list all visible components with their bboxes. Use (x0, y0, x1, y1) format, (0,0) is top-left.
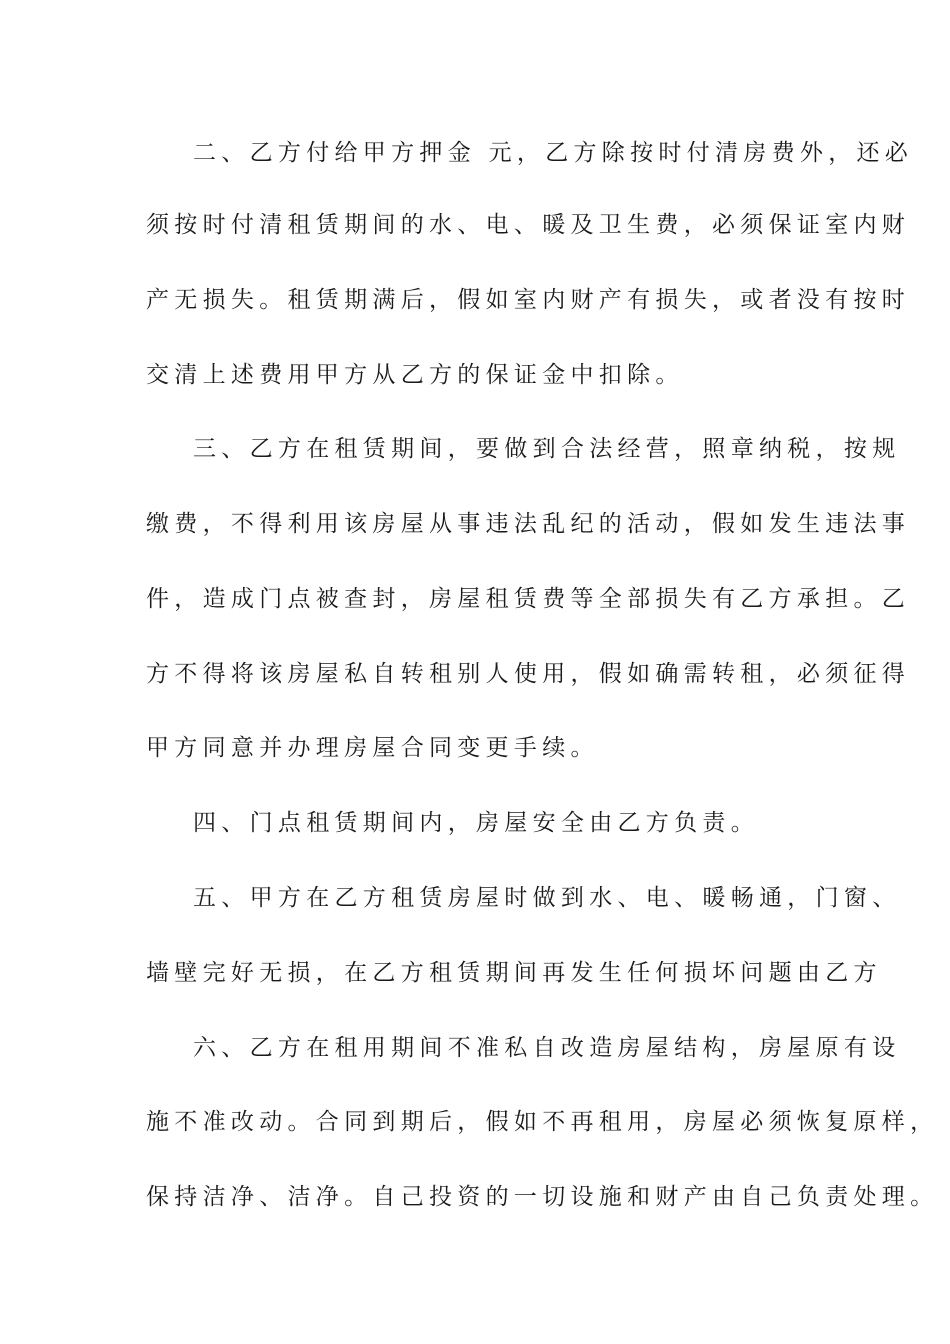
clause-2-line-3: 产无损失。租赁期满后，假如室内财产有损失，或者没有按时 (146, 287, 911, 313)
clause-5-line-2: 墙壁完好无损，在乙方租赁期间再发生任何损坏问题由乙方 (146, 960, 882, 986)
clause-6-line-3: 保持洁净、洁净。自己投资的一切设施和财产由自己负责处理。 (146, 1184, 939, 1210)
clause-3-line-3: 件，造成门点被查封，房屋租赁费等全部损失有乙方承担。乙 (146, 586, 911, 612)
clause-5-line-1: 五、甲方在乙方租赁房屋时做到水、电、暖畅通，门窗、 (193, 885, 901, 911)
clause-2-line-1: 二、乙方付给甲方押金 元，乙方除按时付清房费外，还必 (193, 140, 914, 166)
clause-6-line-2: 施不准改动。合同到期后，假如不再租用，房屋必须恢复原样， (146, 1109, 939, 1135)
clause-3-line-1: 三、乙方在租赁期间，要做到合法经营，照章纳税，按规 (193, 436, 901, 462)
clause-2-line-2: 须按时付清租赁期间的水、电、暖及卫生费，必须保证室内财 (146, 212, 911, 238)
clause-4-line-1: 四、门点租赁期间内，房屋安全由乙方负责。 (193, 810, 759, 836)
clause-2-line-4: 交清上述费用甲方从乙方的保证金中扣除。 (146, 362, 684, 388)
clause-3-line-2: 缴费，不得利用该房屋从事违法乱纪的活动，假如发生违法事 (146, 511, 911, 537)
clause-3-line-4: 方不得将该房屋私自转租别人使用，假如确需转租，必须征得 (146, 661, 911, 687)
clause-6-line-1: 六、乙方在租用期间不准私自改造房屋结构，房屋原有设 (193, 1035, 901, 1061)
clause-3-line-5: 甲方同意并办理房屋合同变更手续。 (146, 735, 599, 761)
